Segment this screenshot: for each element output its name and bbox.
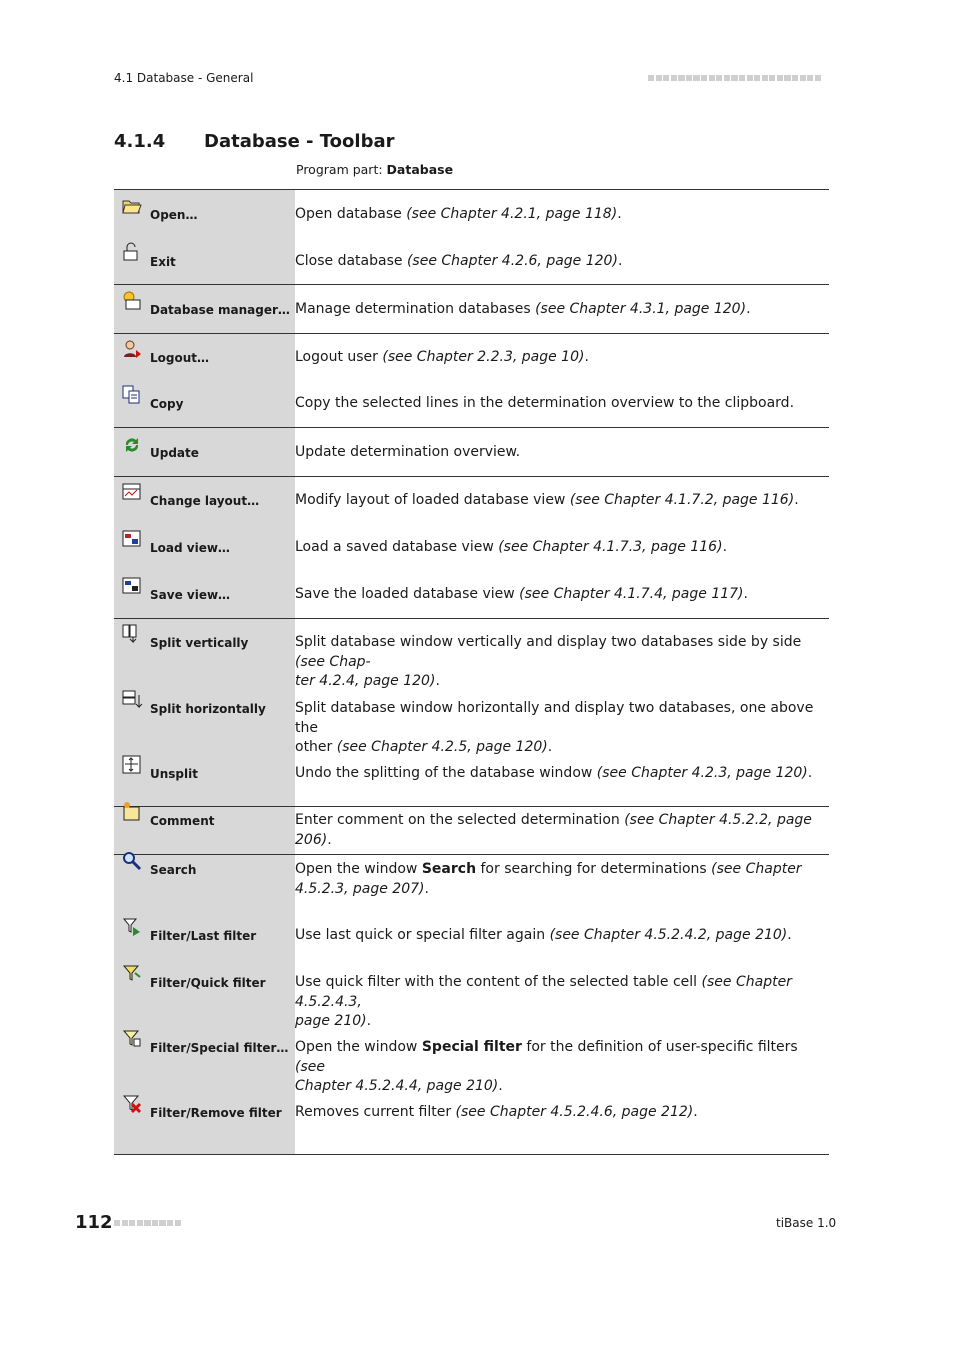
chapter-reference: Chapter 4.5.2.4.4, page 210) (295, 1078, 499, 1094)
program-part-label: Program part: (296, 162, 387, 177)
product-name: tiBase 1.0 (776, 1216, 837, 1230)
text-segment: . (693, 1104, 698, 1120)
toolbar-item-label: Split horizontally (150, 702, 266, 716)
text-segment: . (617, 206, 622, 222)
running-header: 4.1 Database - General (114, 71, 254, 85)
change-layout-icon (121, 481, 143, 501)
text-segment: Logout user (295, 349, 383, 365)
description-cell (295, 381, 829, 427)
toolbar-description (295, 571, 829, 619)
chapter-reference: (see Chapter 4.5.2.4.6, page 212) (455, 1104, 694, 1120)
toolbar-item-inner[interactable] (114, 285, 295, 333)
table-row (114, 571, 829, 619)
toolbar-item-label: Filter/Remove filter (150, 1106, 282, 1120)
text-segment: . (807, 765, 813, 781)
toolbar-item[interactable] (114, 685, 295, 750)
description-text (295, 585, 829, 605)
toolbar-item-label: Logout… (150, 351, 210, 365)
text-segment: other (295, 739, 337, 755)
toolbar-description (295, 334, 829, 382)
decoration-square (656, 75, 662, 81)
text-segment: . (794, 492, 799, 508)
toolbar-description (295, 807, 829, 855)
chapter-reference: (see Chapter 4.5.2.4.3, (295, 974, 792, 1010)
text-segment: Open database (295, 206, 407, 222)
table-row (114, 922, 829, 968)
decoration-square (686, 75, 692, 81)
chapter-reference: (see Chapter 4.5.2.2, page 206) (295, 812, 812, 848)
table-row (114, 750, 829, 807)
table-row (114, 334, 829, 382)
toolbar-item[interactable] (114, 334, 295, 382)
program-part (296, 162, 453, 177)
filter-quick-icon (121, 963, 143, 983)
description-text (295, 348, 829, 368)
split-vertically-icon (121, 623, 143, 643)
text-segment: . (366, 1013, 372, 1029)
toolbar-item-inner[interactable] (114, 524, 295, 571)
text-segment: Manage determination databases (295, 301, 536, 317)
chapter-reference: (see Chapter 2.2.3, page 10) (382, 349, 585, 365)
load-view-icon (121, 528, 143, 548)
table-row (114, 524, 829, 571)
decoration-square (769, 75, 775, 81)
text-segment: . (435, 673, 440, 689)
toolbar-item[interactable] (114, 524, 295, 571)
filter-special-icon (121, 1028, 143, 1048)
chapter-reference: page 210) (295, 1013, 367, 1029)
decoration-square (678, 75, 684, 81)
description-text (295, 538, 829, 558)
description-cell (295, 855, 829, 922)
decoration-square (167, 1220, 173, 1226)
description-text (295, 764, 829, 784)
split-horizontally-icon (121, 689, 143, 709)
decoration-square (144, 1220, 150, 1226)
text-segment: . (617, 253, 623, 269)
toolbar-item[interactable] (114, 381, 295, 428)
toolbar-item-label: Filter/Quick filter (150, 976, 266, 990)
decoration-square (159, 1220, 165, 1226)
chapter-reference: (see (295, 1058, 325, 1075)
text-segment: Split database window horizontally and display two databases, one above the (295, 700, 814, 736)
table-row (114, 285, 829, 334)
text-segment: . (746, 301, 751, 317)
toolbar-description (295, 922, 829, 968)
toolbar-description (295, 968, 829, 1033)
description-text (295, 491, 829, 511)
decoration-square (724, 75, 730, 81)
description-cell (295, 619, 829, 689)
toolbar-item-inner[interactable] (114, 1099, 295, 1154)
section-heading (114, 131, 395, 152)
decoration-square (807, 75, 813, 81)
toolbar-item[interactable] (114, 428, 295, 477)
section-number: 4.1.4 (114, 131, 166, 152)
text-segment: Close database (295, 253, 407, 269)
toolbar-item-label: Database manager… (150, 303, 290, 317)
decoration-square (716, 75, 722, 81)
text-segment: Undo the splitting of the database window (295, 765, 597, 781)
chapter-reference: (see Chapter 4.2.3, page 120) (596, 765, 808, 781)
decoration-square (800, 75, 806, 81)
description-text (295, 973, 829, 1032)
description-text (295, 394, 829, 414)
description-cell (295, 477, 829, 524)
toolbar-description (295, 381, 829, 428)
description-cell (295, 190, 829, 237)
text-segment: Removes current filter (295, 1104, 456, 1120)
decoration-square (122, 1220, 128, 1226)
toolbar-description (295, 1099, 829, 1155)
decoration-square (648, 75, 654, 81)
text-segment: . (787, 927, 792, 943)
description-text (295, 252, 829, 272)
text-segment: Copy the selected lines in the determination overview to the clipboard. (295, 395, 795, 411)
description-cell (295, 428, 829, 476)
table-row (114, 1033, 829, 1099)
decoration-square (701, 75, 707, 81)
decoration-square (747, 75, 753, 81)
table-row (114, 428, 829, 477)
toolbar-item-inner[interactable] (114, 685, 295, 750)
toolbar-item[interactable] (114, 855, 295, 923)
toolbar-item-inner[interactable] (114, 237, 295, 284)
logout-user-icon (121, 338, 143, 358)
toolbar-description (295, 285, 829, 334)
chapter-reference: (see Chapter (711, 861, 802, 877)
toolbar-item[interactable] (114, 571, 295, 619)
toolbar-description (295, 1033, 829, 1099)
text-segment: Update determination overview. (295, 444, 521, 460)
table-row (114, 1099, 829, 1155)
table-row (114, 381, 829, 428)
toolbar-item[interactable] (114, 285, 295, 334)
description-text (295, 443, 829, 463)
description-cell (295, 968, 829, 1033)
description-cell (295, 750, 829, 806)
decoration-square (175, 1220, 181, 1226)
toolbar-item-label: Unsplit (150, 767, 198, 781)
description-cell (295, 571, 829, 618)
toolbar-item[interactable] (114, 190, 295, 238)
toolbar-item[interactable] (114, 968, 295, 1033)
text-segment: for searching for determinations (476, 861, 712, 877)
text-segment: Use quick filter with the content of the selected table cell (295, 974, 702, 990)
description-cell (295, 1099, 829, 1154)
folder-open-icon (121, 195, 143, 215)
table-row (114, 807, 829, 855)
toolbar-description (295, 750, 829, 807)
page-number: 112 (75, 1212, 113, 1233)
decoration-square (693, 75, 699, 81)
description-text (295, 205, 829, 225)
text-segment: . (584, 349, 589, 365)
description-text (295, 811, 829, 850)
text-segment: Enter comment on the selected determination (295, 812, 625, 828)
chapter-reference: (see Chapter 4.1.7.2, page 116) (569, 492, 795, 508)
text-segment: Open the window (295, 1039, 422, 1055)
text-segment: . (722, 539, 728, 555)
toolbar-item[interactable] (114, 619, 295, 686)
table-row (114, 477, 829, 525)
toolbar-item-label: Change layout… (150, 494, 260, 508)
update-arrows-icon (121, 433, 143, 453)
toolbar-item-label: Split vertically (150, 636, 249, 650)
toolbar-description (295, 619, 829, 689)
decoration-square (129, 1220, 135, 1226)
description-text (295, 1103, 829, 1123)
toolbar-item[interactable] (114, 237, 295, 285)
unsplit-icon (121, 754, 143, 774)
toolbar-item-inner[interactable] (114, 619, 295, 685)
chapter-reference: (see Chapter 4.3.1, page 120) (535, 301, 747, 317)
toolbar-item[interactable] (114, 922, 295, 968)
text-segment: . (743, 586, 748, 602)
decoration-square (152, 1220, 158, 1226)
toolbar-description (295, 190, 829, 238)
text-segment: Open the window (295, 861, 422, 877)
program-part-value: Database (386, 162, 454, 177)
toolbar-item-label: Exit (150, 255, 176, 269)
toolbar-item-label: Load view… (150, 541, 230, 555)
description-text (295, 860, 829, 899)
toolbar-item-inner[interactable] (114, 922, 295, 968)
decoration-square (815, 75, 821, 81)
text-segment: Modify layout of loaded database view (295, 492, 570, 508)
toolbar-description (295, 524, 829, 571)
toolbar-description (295, 685, 829, 755)
decoration-square (671, 75, 677, 81)
toolbar-item-inner[interactable] (114, 381, 295, 427)
description-cell (295, 237, 829, 284)
database-manager-icon (121, 290, 143, 310)
description-cell (295, 285, 829, 333)
search-icon (121, 850, 143, 870)
save-view-icon (121, 575, 143, 595)
description-text (295, 699, 829, 758)
decoration-square (792, 75, 798, 81)
description-text (295, 926, 829, 946)
description-cell (295, 334, 829, 381)
toolbar-description (295, 237, 829, 285)
decoration-square (137, 1220, 143, 1226)
table-row (114, 619, 829, 686)
toolbar-item-inner[interactable] (114, 334, 295, 381)
toolbar-item-label: Save view… (150, 588, 231, 602)
toolbar-item[interactable] (114, 807, 295, 855)
toolbar-item[interactable] (114, 1099, 295, 1155)
section-title: Database - Toolbar (204, 131, 395, 152)
toolbar-item-label: Filter/Last filter (150, 929, 257, 943)
toolbar-item-inner[interactable] (114, 428, 295, 476)
decoration-square (739, 75, 745, 81)
text-segment: Split database window vertically and display two databases side by side (295, 634, 802, 650)
chapter-reference: ter 4.2.4, page 120) (295, 673, 436, 689)
copy-icon (121, 384, 143, 404)
toolbar-table (114, 189, 829, 1155)
decoration-square (114, 1220, 120, 1226)
description-text (295, 633, 829, 692)
emphasis: Special filter (421, 1039, 522, 1055)
toolbar-item-inner[interactable] (114, 968, 295, 1033)
description-text (295, 300, 829, 320)
decoration-square (663, 75, 669, 81)
toolbar-item-label: Filter/Special filter… (150, 1041, 289, 1055)
description-cell (295, 524, 829, 571)
decoration-square (777, 75, 783, 81)
toolbar-item-label: Update (150, 446, 199, 460)
text-segment: Use last quick or special filter again (295, 927, 550, 943)
text-segment: . (424, 880, 429, 897)
toolbar-item-label: Open… (150, 208, 198, 222)
table-row (114, 190, 829, 238)
chapter-reference: (see Chap- (295, 653, 371, 670)
filter-remove-icon (121, 1093, 143, 1113)
footer-decoration (114, 1220, 181, 1226)
toolbar-description (295, 428, 829, 477)
text-segment: Load a saved database view (295, 539, 499, 555)
toolbar-item-inner[interactable] (114, 571, 295, 618)
toolbar-item-inner[interactable] (114, 190, 295, 237)
toolbar-description (295, 477, 829, 525)
toolbar-item-inner[interactable] (114, 750, 295, 806)
decoration-square (784, 75, 790, 81)
decoration-square (731, 75, 737, 81)
description-cell (295, 1033, 829, 1099)
description-cell (295, 807, 829, 854)
description-cell (295, 922, 829, 968)
header-decoration (648, 75, 821, 81)
decoration-square (762, 75, 768, 81)
toolbar-item-inner[interactable] (114, 855, 295, 922)
chapter-reference: (see Chapter 4.2.5, page 120) (336, 739, 548, 755)
table-row (114, 968, 829, 1033)
toolbar-description (295, 855, 829, 923)
chapter-reference: 4.5.2.3, page 207) (295, 880, 425, 897)
text-segment: Save the loaded database view (295, 586, 520, 602)
comment-icon (121, 801, 143, 821)
toolbar-item-label: Comment (150, 814, 215, 828)
toolbar-item-label: Search (150, 863, 197, 877)
chapter-reference: (see Chapter 4.2.6, page 120) (406, 253, 618, 269)
text-segment: . (547, 739, 553, 755)
toolbar-item-inner[interactable] (114, 477, 295, 524)
emphasis: Search (421, 861, 477, 877)
toolbar-item-inner[interactable] (114, 1033, 295, 1099)
description-text (295, 1038, 829, 1097)
text-segment: for the definition of user-specific filters (521, 1039, 798, 1055)
decoration-square (709, 75, 715, 81)
chapter-reference: (see Chapter 4.1.7.4, page 117) (519, 586, 744, 602)
filter-last-icon (121, 916, 143, 936)
toolbar-item-label: Copy (150, 397, 184, 411)
toolbar-item[interactable] (114, 750, 295, 807)
exit-icon (121, 242, 143, 262)
table-row (114, 237, 829, 285)
chapter-reference: (see Chapter 4.5.2.4.2, page 210) (549, 927, 788, 943)
toolbar-item[interactable] (114, 1033, 295, 1099)
decoration-square (754, 75, 760, 81)
table-row (114, 685, 829, 750)
text-segment: . (498, 1078, 503, 1094)
toolbar-item[interactable] (114, 477, 295, 525)
chapter-reference: (see Chapter 4.1.7.3, page 116) (498, 539, 723, 555)
description-cell (295, 685, 829, 755)
toolbar-item-inner[interactable] (114, 807, 295, 854)
table-row (114, 855, 829, 923)
text-segment: . (327, 831, 332, 848)
chapter-reference: (see Chapter 4.2.1, page 118) (406, 206, 618, 222)
